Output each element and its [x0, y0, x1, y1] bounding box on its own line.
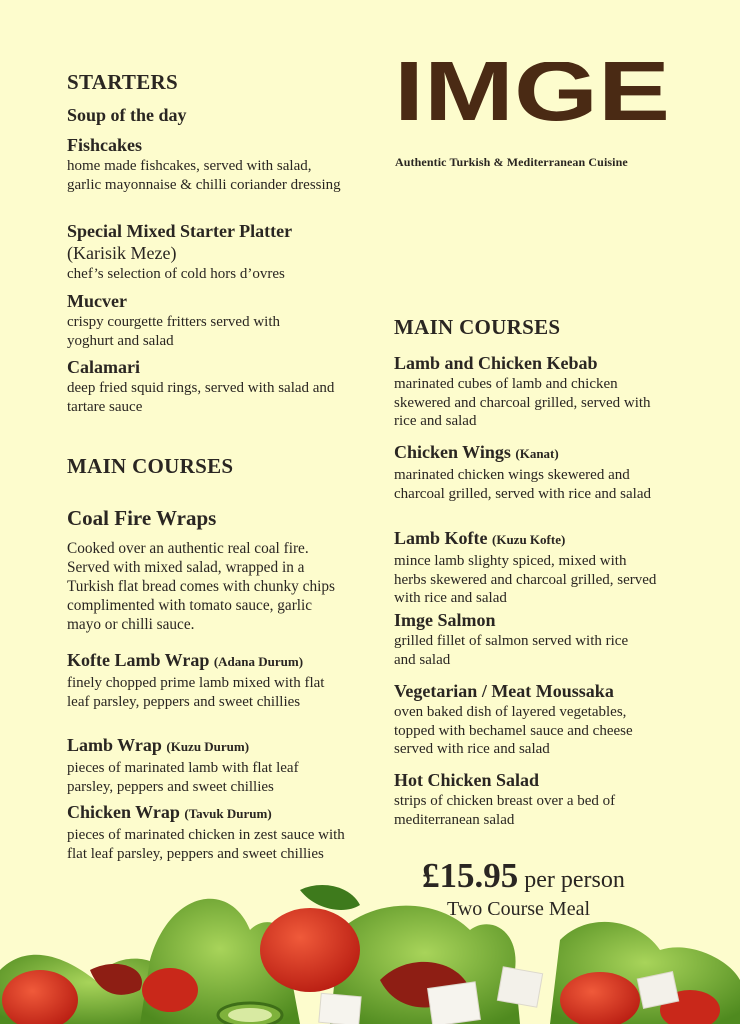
menu-item-hot-chicken-salad — [394, 769, 684, 829]
item-desc: chef’s selection of cold hors d’ovres — [67, 266, 285, 282]
item-name: Lamb and Chicken Kebab — [394, 353, 598, 373]
menu-item-fishcakes — [67, 134, 357, 194]
menu-item-lamb-chicken-kebab — [394, 352, 684, 431]
menu-item-moussaka — [394, 680, 684, 759]
item-name: Mucver — [67, 291, 127, 311]
item-desc: pieces of marinated lamb with flat leaf parsley, peppers and sweet chillies — [67, 760, 299, 795]
left-main-courses-heading: MAIN COURSES — [67, 454, 234, 478]
item-title: Lamb Wrap — [67, 735, 162, 755]
item-name — [67, 649, 357, 673]
logo-text: IMGE — [394, 62, 670, 124]
price-amount: £15.95 — [422, 856, 519, 895]
item-name — [394, 441, 684, 465]
item-desc: marinated chicken wings skewered and charcoal grilled, served with rice and salad — [394, 467, 651, 502]
item-desc: oven baked dish of layered vegetables, topped with bechamel sauce and cheese served with rice and salad — [394, 704, 633, 757]
item-subtitle: (Kanat) — [515, 446, 559, 461]
menu-item-lamb-kofte — [394, 527, 684, 608]
item-name: Imge Salmon — [394, 610, 496, 630]
item-desc: crispy courgette fritters served with yoghurt and salad — [67, 314, 280, 349]
menu-item-chicken-wings — [394, 441, 684, 503]
menu-item-imge-salmon — [394, 609, 684, 669]
imge-logo — [394, 62, 674, 124]
item-desc: grilled fillet of salmon served with rice and salad — [394, 633, 629, 668]
price-line — [422, 856, 625, 896]
brand-tagline: Authentic Turkish & Mediterranean Cuisine — [395, 155, 628, 169]
item-name — [67, 734, 357, 758]
wraps-title: Coal Fire Wraps — [67, 506, 217, 530]
item-name: Soup of the day — [67, 105, 187, 125]
item-desc: deep fried squid rings, served with salad and tartare sauce — [67, 380, 335, 415]
item-title: Lamb Kofte — [394, 528, 488, 548]
item-title: Chicken Wrap — [67, 802, 180, 822]
meal-description: Two Course Meal — [447, 898, 591, 920]
item-subtitle: (Tavuk Durum) — [184, 806, 272, 821]
item-alt-name: (Karisik Meze) — [67, 243, 177, 263]
menu-item-kofte-lamb-wrap — [67, 649, 357, 711]
item-name: Fishcakes — [67, 135, 143, 155]
menu-item-platter — [67, 220, 357, 284]
right-main-courses-heading: MAIN COURSES — [394, 315, 561, 339]
menu-item-mucver — [67, 290, 357, 350]
item-desc: strips of chicken breast over a bed of mediterranean salad — [394, 793, 616, 828]
item-name — [67, 801, 357, 825]
item-subtitle: (Adana Durum) — [213, 654, 304, 669]
item-name: Calamari — [67, 357, 140, 377]
item-name: Vegetarian / Meat Moussaka — [394, 681, 614, 701]
price-per: per person — [524, 867, 625, 893]
item-subtitle: (Kuzu Durum) — [166, 739, 250, 754]
wraps-description: Cooked over an authentic real coal fire. Served with mixed salad, wrapped in a Turkish flat bread comes with chunky chips complimented with tomato sauce, garlic mayo or chilli sauce. — [67, 540, 335, 633]
item-name: Special Mixed Starter Platter — [67, 221, 293, 241]
salad-decoration — [0, 870, 740, 1024]
item-desc: pieces of marinated chicken in zest sauce with flat leaf parsley, peppers and sweet chillies — [67, 827, 345, 862]
menu-item-chicken-wrap — [67, 801, 357, 863]
item-desc: marinated cubes of lamb and chicken skewered and charcoal grilled, served with rice and salad — [394, 376, 651, 429]
item-desc: home made fishcakes, served with salad, garlic mayonnaise & chilli coriander dressing — [67, 158, 341, 193]
item-title: Kofte Lamb Wrap — [67, 650, 210, 670]
item-desc: finely chopped prime lamb mixed with flat leaf parsley, peppers and sweet chillies — [67, 675, 325, 710]
menu-item-calamari — [67, 356, 357, 416]
item-name — [394, 527, 684, 551]
menu-item-lamb-wrap — [67, 734, 357, 796]
item-desc: mince lamb slighty spiced, mixed with herbs skewered and charcoal grilled, served with rice and salad — [394, 553, 657, 606]
starters-heading: STARTERS — [67, 70, 178, 94]
item-name: Hot Chicken Salad — [394, 770, 540, 790]
item-subtitle: (Kuzu Kofte) — [492, 532, 566, 547]
item-title: Chicken Wings — [394, 442, 511, 462]
menu-item-soup — [67, 104, 357, 126]
